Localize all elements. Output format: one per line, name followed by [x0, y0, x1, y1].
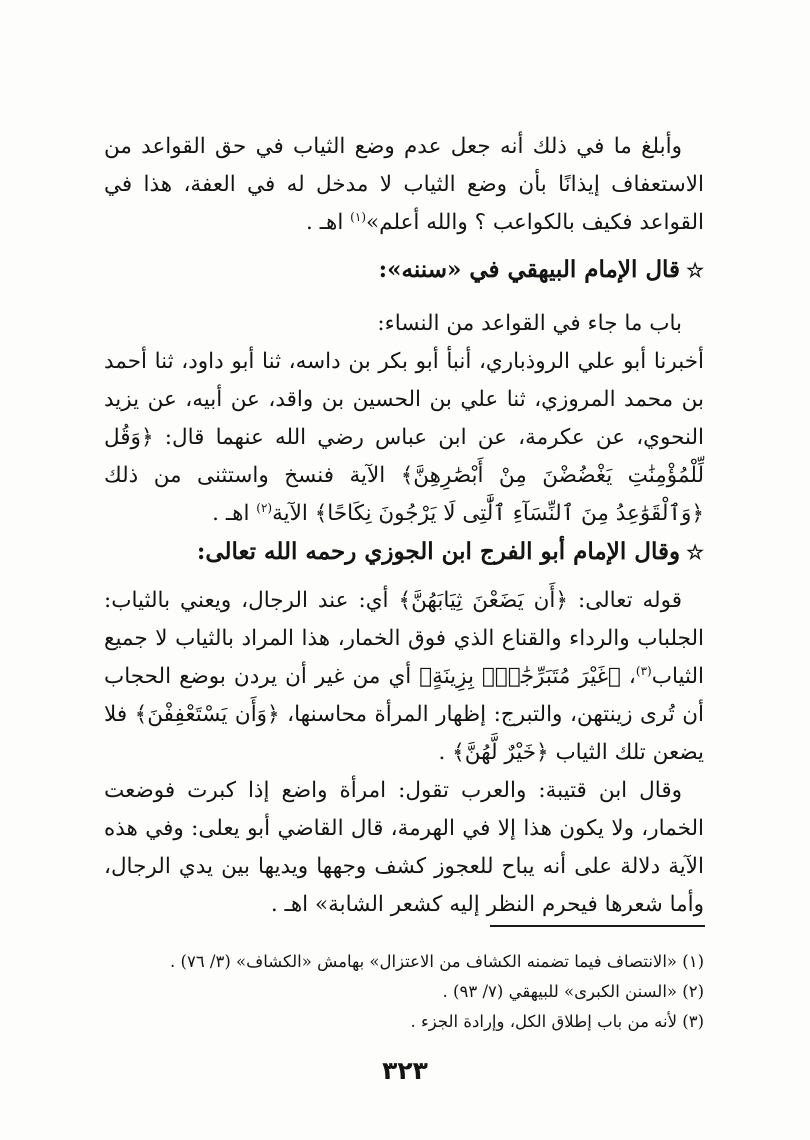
paragraph-3-a: أي: عند الرجال، ويعني بالثياب: الجلباب والرداء والقناع الذي فوق الخمار، هذا المراد بالثياب لا جميع الثياب — [104, 588, 704, 689]
paragraph-2-tail: اهـ . — [212, 501, 257, 526]
footnote-1: (١) «الانتصاف فيما تضمنه الكشاف من الاعتزال» بهامش «الكشاف» (٣/ ٧٦) . — [170, 952, 704, 971]
paragraph-1 — [104, 128, 704, 242]
page-number: ٣٢٣ — [382, 1056, 428, 1085]
quran-quote-1: ﴿وَقُل لِّلْمُؤْمِنَٰتِ يَغْضُضْنَ مِنْ أَبْصَٰرِهِنَّ﴾ — [104, 425, 705, 488]
footnote-ref-1: (١) — [350, 209, 366, 224]
heading-2-text: وقال الإمام أبو الفرج ابن الجوزي رحمه الله تعالى: — [196, 538, 681, 565]
paragraph-2-mid: الآية فنسخ واستثنى من ذلك — [104, 463, 401, 488]
quran-quote-2: ﴿وَٱلْقَوَٰعِدُ مِنَ ٱلنِّسَآءِ ٱلَّٰتِى لَا يَرْجُونَ نِكَاحًا﴾ — [314, 501, 704, 526]
paragraph-3-d: فلا يضعن تلك الثياب — [104, 702, 704, 765]
paragraph-1-text: وأبلغ ما في ذلك أنه جعل عدم وضع الثياب في حق القواعد من الاستعفاف إيذانًا بأن وضع الثياب لا مدخل له في العفة، هذا في القواعد فكيف بالكواعب ؟ والله أعلم» — [104, 134, 704, 235]
paragraph-3-c: أي من غير أن يردن بوضع الحجاب أن تُرى زينتهن، والتبرج: إظهار المرأة محاسنها، — [104, 664, 704, 727]
star-icon: ☆ — [686, 540, 704, 564]
quran-quote-6: ﴿خَيْرٌ لَّهُنَّ﴾ — [452, 740, 549, 765]
paragraph-4-text: وقال ابن قتيبة: والعرب تقول: امرأة واضع إذا كبرت فوضعت الخمار، ولا يكون هذا إلا في الهرمة، قال القاضي أبو يعلى: وفي هذه الآية دلالة على أنه يباح للعجوز كشف وجهها ويديها بين يدي الرجال، وأما شعرها فيحرم النظر إليه كشعر الشابة» اهـ . — [104, 778, 704, 917]
footnote-3: (٣) لأنه من باب إطلاق الكل، وإرادة الجزء . — [410, 1012, 704, 1031]
hadith-chain-text: أخبرنا أبو علي الروذباري، أنبأ أبو بكر بن داسه، ثنا أبو داود، ثنا أحمد بن محمد المروزي، ثنا علي بن الحسين بن واقد، عن أبيه، عن يزيد النحوي، عن عكرمة، عن ابن عباس رضي الله عنهما قال: — [104, 349, 704, 450]
footnote-ref-3: (٣) — [635, 663, 652, 678]
footnote-ref-2: (٢) — [256, 500, 273, 515]
quran-quote-4: ﴿غَيْرَ مُتَبَرِّجَٰتٍۭ بِزِينَةٍ﴾ — [419, 664, 621, 689]
footnotes — [104, 947, 704, 1037]
footnote-2: (٢) «السنن الكبرى» للبيهقي (٧/ ٩٣) . — [442, 982, 704, 1001]
quran-quote-5: ﴿وَأَن يَسْتَعْفِفْنَ﴾ — [134, 702, 280, 727]
star-icon: ☆ — [686, 258, 704, 282]
paragraph-3-e: . — [438, 740, 453, 765]
heading-1-text: قال الإمام البيهقي في «سننه»: — [378, 256, 681, 283]
quran-quote-3: ﴿أَن يَضَعْنَ ثِيَابَهُنَّ﴾ — [398, 588, 568, 613]
paragraph-2 — [104, 305, 704, 533]
paragraph-3-start: قوله تعالى: — [568, 588, 682, 613]
section-heading-bayhaqi — [104, 250, 704, 290]
paragraph-3 — [104, 582, 704, 772]
paragraph-1-end: اهـ . — [306, 210, 351, 235]
section-heading-ibn-al-jawzi — [104, 532, 704, 572]
footnote-divider — [490, 925, 705, 927]
chapter-title: باب ما جاء في القواعد من النساء: — [377, 311, 682, 336]
paragraph-2-end: الآية — [272, 501, 315, 526]
paragraph-4 — [104, 772, 704, 924]
paragraph-3-b: ، — [620, 664, 636, 689]
